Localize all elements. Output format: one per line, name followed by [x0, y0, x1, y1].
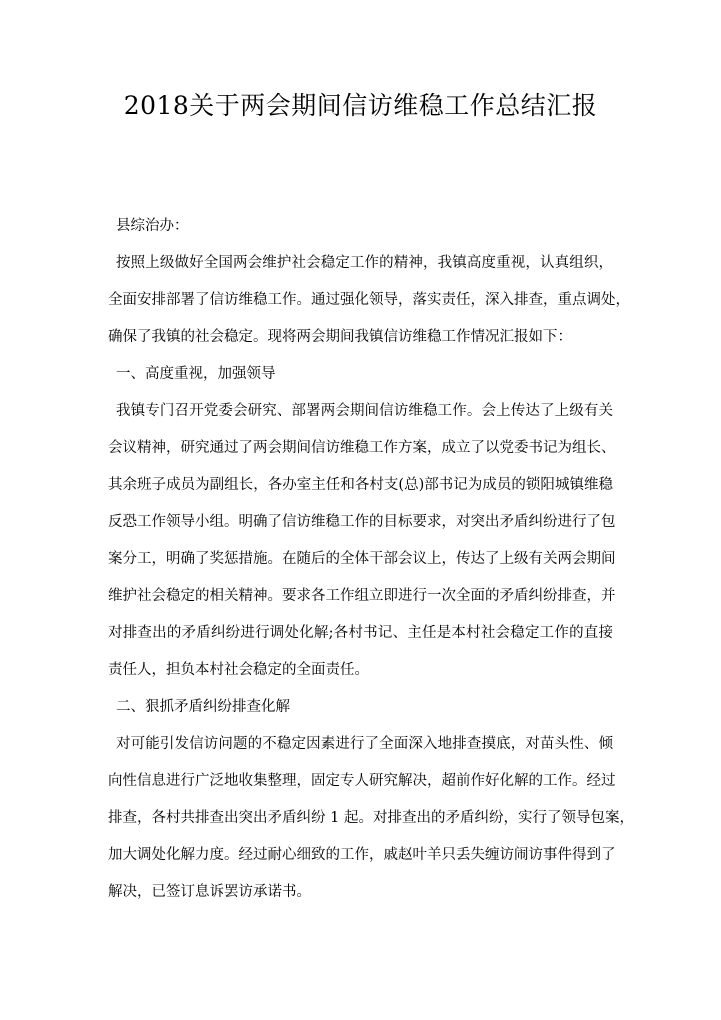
text-line: 我镇专门召开党委会研究、部署两会期间信访维稳工作。会上传达了上级有关: [116, 403, 613, 419]
section-heading: 一、高度重视，加强领导: [116, 366, 276, 382]
document-title: 2018关于两会期间信访维稳工作总结汇报: [123, 91, 598, 120]
text-line: 按照上级做好全国两会维护社会稳定工作的精神，我镇高度重视，认真组织，: [116, 255, 613, 271]
text-line: 加大调处化解力度。经过耐心细致的工作，戚赵叶羊只丢失缠访闹访事件得到了: [108, 847, 616, 863]
text-line: 维护社会稳定的相关精神。要求各工作组立即进行一次全面的矛盾纠纷排查，并: [108, 588, 616, 604]
text-line: 其余班子成员为副组长，各办室主任和各村支(总)部书记为成员的锁阳城镇维稳: [108, 477, 613, 493]
text-line: 县综治办：: [116, 218, 189, 234]
text-line: 对可能引发信访问题的不稳定因素进行了全面深入地排查摸底，对苗头性、倾: [116, 736, 613, 752]
document-body: [108, 208, 634, 911]
text-line: 全面安排部署了信访维稳工作。通过强化领导，落实责任，深入排查，重点调处，: [108, 292, 630, 308]
text-line: 案分工，明确了奖惩措施。在随后的全体干部会议上，传达了上级有关两会期间: [108, 551, 616, 567]
text-line: 反恐工作领导小组。明确了信访维稳工作的目标要求，对突出矛盾纠纷进行了包: [108, 514, 616, 530]
text-line: 对排查出的矛盾纠纷进行调处化解;各村书记、主任是本村社会稳定工作的直接: [108, 625, 613, 641]
text-line: 确保了我镇的社会稳定。现将两会期间我镇信访维稳工作情况汇报如下：: [108, 329, 572, 345]
text-line: 排查，各村共排查出突出矛盾纠纷 1 起。对排查出的矛盾纠纷，实行了领导包案，: [108, 810, 634, 826]
section-heading: 二、狠抓矛盾纠纷排查化解: [116, 699, 290, 715]
text-line: 责任人，担负本村社会稳定的全面责任。: [108, 662, 369, 678]
text-line: 解决，已签订息诉罢访承诺书。: [108, 884, 311, 900]
text-line: 向性信息进行广泛地收集整理，固定专人研究解决，超前作好化解的工作。经过: [108, 773, 616, 789]
text-line: 会议精神，研究通过了两会期间信访维稳工作方案，成立了以党委书记为组长、: [108, 440, 616, 456]
